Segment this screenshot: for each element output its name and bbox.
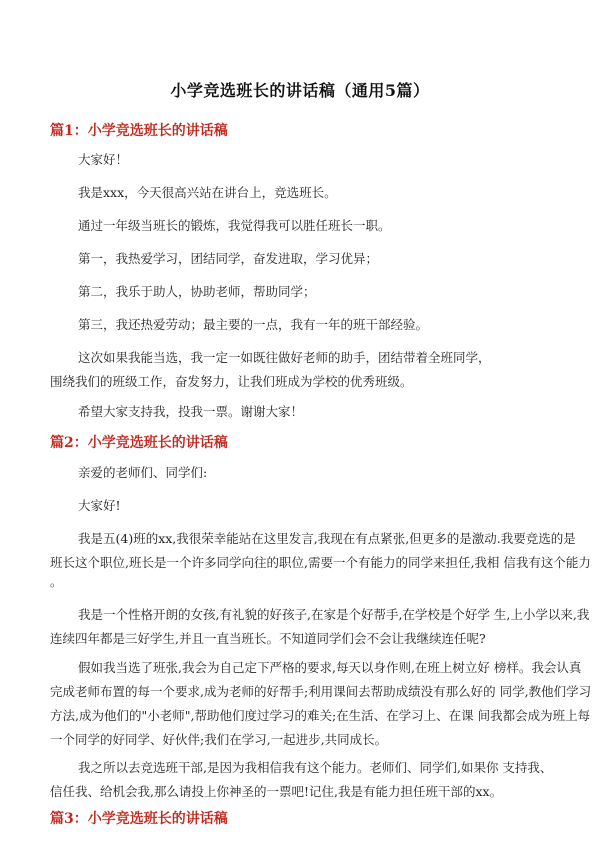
paragraph: [50, 603, 590, 651]
paragraph-line: 第三，我还热爱劳动；最主要的一点，我有一年的班干部经验。: [78, 317, 429, 332]
paragraph: [50, 461, 570, 485]
paragraph: [50, 656, 592, 752]
paragraph: [50, 756, 570, 804]
paragraph: [50, 527, 591, 589]
paragraph-line: 大家好!: [78, 498, 121, 513]
paragraph-line: 信任我、给机会我,那么请投上你神圣的一票吧!记住,我是有能力担任班干部的xx。: [50, 784, 503, 799]
paragraph-line: 第一，我热爱学习，团结同学，奋发进取，学习优异；: [78, 251, 379, 266]
paragraph-line: 完成老师布置的每一个要求,成为老师的好帮手;利用课间去帮助成绩没有那么好的 同学,教他们学习: [50, 684, 592, 699]
section-heading-2: 篇2：小学竞选班长的讲话稿: [50, 435, 228, 451]
paragraph-line: 亲爱的老师们、同学们:: [78, 465, 208, 480]
paragraph: [50, 181, 570, 205]
paragraph-line: 班长这个职位,班长是一个许多同学向往的职位,需要一个有能力的同学来担任,我相 信我有这个能力: [50, 555, 591, 570]
paragraph: [50, 214, 570, 238]
paragraph-line: 。: [50, 574, 63, 589]
paragraph-line: 方法,成为他们的"小老师",帮助他们度过学习的难关;在生活、在学习上、在课 间我都会成为班上每: [50, 708, 591, 723]
paragraph: [50, 494, 570, 518]
paragraph-line: 连续四年都是三好学生,并且一直当班长。不知道同学们会不会让我继续连任呢?: [50, 631, 486, 646]
paragraph: [50, 346, 570, 394]
paragraph: [50, 247, 570, 271]
paragraph: [50, 148, 570, 172]
paragraph-line: 我之所以去竞选班干部,是因为我相信我有这个能力。老师们、同学们,如果你 支持我、: [78, 760, 553, 775]
paragraph-line: 一个同学的好同学、好伙伴;我们在学习,一起进步,共同成长。: [50, 732, 388, 747]
section-heading-3: 篇3：小学竞选班长的讲话稿: [50, 811, 228, 827]
paragraph-line: 通过一年级当班长的锻炼，我觉得我可以胜任班长一职。: [78, 218, 391, 233]
paragraph: [50, 400, 570, 424]
paragraph-line: 假如我当选了班张,我会为自己定下严格的要求,每天以身作则,在班上树立好 榜样。我会认真: [78, 660, 582, 675]
paragraph-line: 希望大家支持我，投我一票。谢谢大家！: [78, 404, 304, 419]
paragraph-line: 我是五(4)班的xx,我很荣幸能站在这里发言,我现在有点紧张,但更多的是激动.我要竞选的是: [78, 531, 576, 546]
paragraph-line: 大家好！: [78, 152, 129, 167]
paragraph-line: 这次如果我能当选，我一定一如既往做好老师的助手，团结带着全班同学，: [78, 350, 491, 365]
paragraph: [50, 313, 570, 337]
page-title: 小学竞选班长的讲话稿（通用5篇）: [170, 81, 430, 100]
paragraph-line: 第二，我乐于助人，协助老师，帮助同学；: [78, 284, 316, 299]
section-heading-1: 篇1：小学竞选班长的讲话稿: [50, 123, 228, 139]
paragraph-line: 我是xxx，今天很高兴站在讲台上，竞选班长。: [78, 185, 337, 200]
paragraph-line: 我是一个性格开朗的女孩,有礼貌的好孩子,在家是个好帮手,在学校是个好学 生,上小学以来,我: [78, 607, 590, 622]
paragraph: [50, 280, 570, 304]
paragraph-line: 围绕我们的班级工作，奋发努力，让我们班成为学校的优秀班级。: [50, 374, 413, 389]
